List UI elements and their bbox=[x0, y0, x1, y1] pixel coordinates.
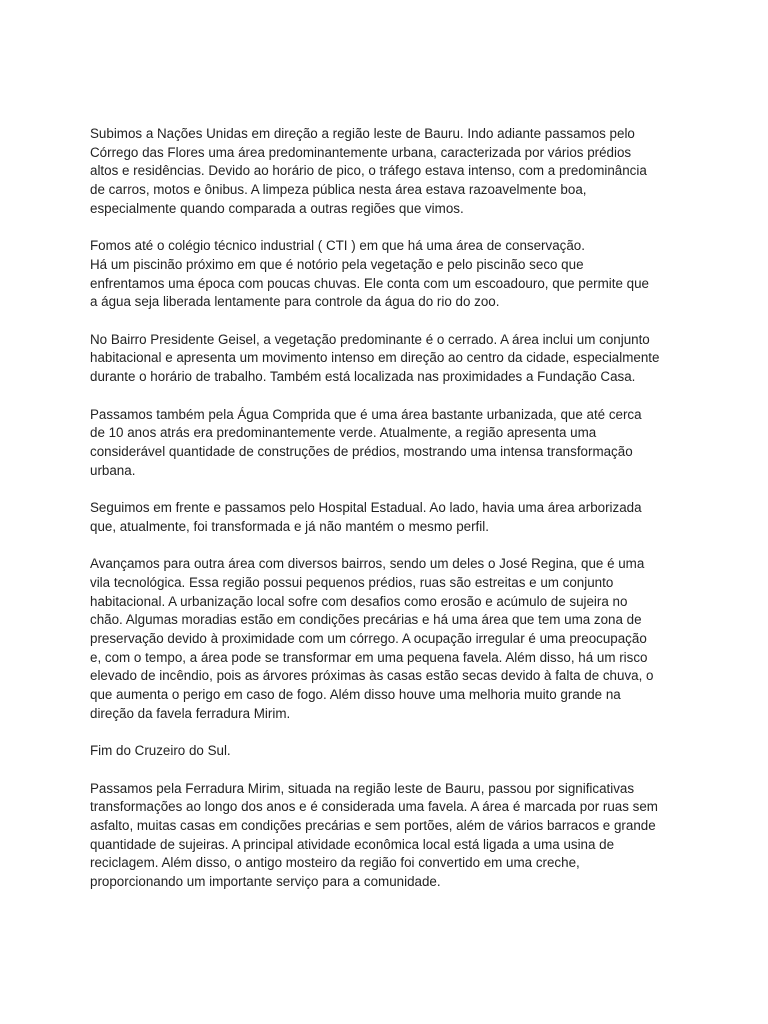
paragraph-agua-comprida: Passamos também pela Água Comprida que é uma área bastante urbanizada, que até cerca de 10 anos atrás era predominantemente verde. Atualmente, a região apresenta uma considerável quantidade de construções de prédios, mostrando uma intensa transformação urbana. bbox=[90, 406, 642, 478]
paragraph-jose-regina: Avançamos para outra área com diversos bairros, sendo um deles o José Regina, que é uma vila tecnológica. Essa região possui pequenos prédios, ruas são estreitas e um conjunto habitacional. A urbanização local sofre com desafios como erosão e acúmulo de sujeira no chão. Algumas moradias estão em condições precárias e há uma área que tem uma zona de preservação devido à proximidade com um córrego. A ocupação irregular é uma preocupação e, com o tempo, a área pode se transformar em uma pequena favela. Além disso, há um risco elevado de incêndio, pois as árvores próximas às casas estão secas devido à falta de chuva, o que aumenta o perigo em caso de fogo. Além disso houve uma melhoria muito grande na direção da favela ferradura Mirim. bbox=[90, 556, 654, 721]
paragraph-ferradura-mirim: Passamos pela Ferradura Mirim, situada na região leste de Bauru, passou por significativas transformações ao longo dos anos e é considerada uma favela. A área é marcada por ruas sem asfalto, muitas casas em condições precárias e sem portões, além de vários barracos e grande quantidade de sujeiras. A principal atividade econômica local está ligada a uma usina de reciclagem. Além disso, o antigo mosteiro da região foi convertido em uma creche, proporcionando um importante serviço para a comunidade. bbox=[90, 780, 658, 890]
paragraph-nacoes-unidas: Subimos a Nações Unidas em direção a região leste de Bauru. Indo adiante passamos pelo Córrego das Flores uma área predominantemente urbana, caracterizada por vários prédios altos e residências. Devido ao horário de pico, o tráfego estava intenso, com a predominância de carros, motos e ônibus. A limpeza pública nesta área estava razoavelmente boa, especialmente quando comparada a outras regiões que vimos. bbox=[90, 126, 647, 216]
paragraph-presidente-geisel: No Bairro Presidente Geisel, a vegetação predominante é o cerrado. A área inclui um conjunto habitacional e apresenta um movimento intenso em direção ao centro da cidade, especialmente durante o horário de trabalho. Também está localizada nas proximidades a Fundação Casa. bbox=[90, 331, 660, 385]
paragraph-fim-cruzeiro-do-sul: Fim do Cruzeiro do Sul. bbox=[90, 743, 231, 759]
paragraph-hospital-estadual: Seguimos em frente e passamos pelo Hospital Estadual. Ao lado, havia uma área arborizada que, atualmente, foi transformada e já não mantém o mesmo perfil. bbox=[90, 500, 642, 534]
document-body bbox=[90, 125, 690, 910]
paragraph-cti: Fomos até o colégio técnico industrial ( CTI ) em que há uma área de conservação. Há um piscinão próximo em que é notório pela vegetação e pelo piscinão seco que enfrentamos uma época com poucas chuvas. Ele conta com um escoadouro, que permite que a água seja liberada lentamente para controle da água do rio do zoo. bbox=[90, 238, 650, 310]
